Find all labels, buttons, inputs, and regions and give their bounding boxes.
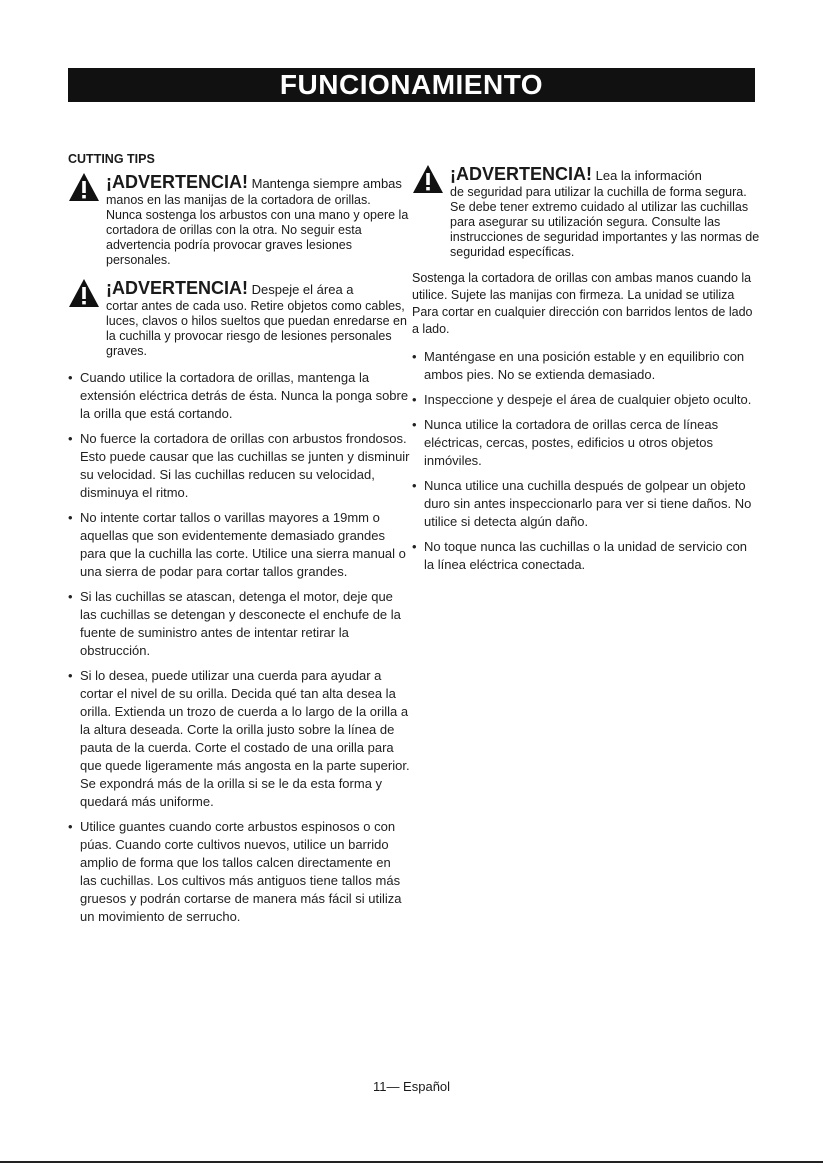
page-footer xyxy=(0,1079,823,1094)
bullet-icon: • xyxy=(412,392,417,407)
list-item-text: Cuando utilice la cortadora de orillas, mantenga la extensión eléctrica detrás de ésta. Nunca la ponga sobre la orilla que está cortando. xyxy=(80,370,409,421)
left-column xyxy=(68,150,410,933)
section-title: CUTTING TIPS xyxy=(68,152,155,166)
list-item-text: No fuerce la cortadora de orillas con arbustos frondosos. Esto puede causar que las cuchillas se junten y disminuir su velocidad. Si las cuchillas reducen su velocidad, disminuya el ritmo. xyxy=(80,431,410,500)
tips-list xyxy=(68,369,410,926)
warning-text: manos en las manijas de la cortadora de orillas. Nunca sostenga los arbustos con una mano y opere la cortadora de orillas con la otra. No seguir esta advertencia podría provocar graves lesiones personales. xyxy=(106,193,409,267)
bullet-icon: • xyxy=(68,510,73,525)
warning-lead: Mantenga siempre ambas xyxy=(248,176,402,191)
warning-block-blade-safety xyxy=(412,164,760,260)
bullet-icon: • xyxy=(412,417,417,432)
list-item xyxy=(68,509,410,581)
list-item xyxy=(412,391,760,409)
tips-list xyxy=(412,348,760,574)
list-item-text: Nunca utilice la cortadora de orillas cerca de líneas eléctricas, cercas, postes, edificios u otros objetos inmóviles. xyxy=(424,417,719,468)
bullet-icon: • xyxy=(68,668,73,683)
list-item-text: No intente cortar tallos o varillas mayores a 19mm o aquellas que son evidentemente demasiado grandes para que la cuchilla las corte. Utilice una sierra manual o una sierra de podar para cortar tallos grandes. xyxy=(80,510,406,579)
bullet-icon: • xyxy=(68,819,73,834)
warning-lead: Lea la información xyxy=(592,168,702,183)
list-item xyxy=(68,588,410,660)
list-item xyxy=(68,430,410,502)
warning-block-hands xyxy=(68,172,410,268)
warning-heading: ¡ADVERTENCIA! xyxy=(106,278,248,298)
warning-block-clear-area xyxy=(68,278,410,359)
list-item xyxy=(412,416,760,470)
list-item-text: Nunca utilice una cuchilla después de golpear un objeto duro sin antes inspeccionarlo para ver si tiene daños. No utilice si detecta algún daño. xyxy=(424,478,752,529)
bullet-icon: • xyxy=(412,539,417,554)
page-number: 11— Español xyxy=(372,1079,451,1094)
warning-triangle-icon xyxy=(412,164,444,194)
warning-triangle-icon xyxy=(68,172,100,202)
bullet-icon: • xyxy=(68,370,73,385)
warning-lead: Despeje el área a xyxy=(248,282,354,297)
page-title: FUNCIONAMIENTO xyxy=(279,69,544,100)
bullet-icon: • xyxy=(412,478,417,493)
warning-heading: ¡ADVERTENCIA! xyxy=(106,172,248,192)
warning-triangle-icon xyxy=(68,278,100,308)
list-item xyxy=(412,348,760,384)
list-item-text: Utilice guantes cuando corte arbustos espinosos o con púas. Cuando corte cultivos nuevos, utilice un barrido amplio de forma que los tallos calcen directamente en las cuchillas. Los cultivos más antiguos tiene tallos más gruesos y podrán cortarse de manera más fácil si utiliza un movimiento de serrucho. xyxy=(80,819,402,924)
warning-text: cortar antes de cada uso. Retire objetos como cables, luces, clavos o hilos sueltos que puedan enredarse en la cuchilla y provocar riesgo de lesiones personales graves. xyxy=(106,299,407,358)
list-item-text: Si las cuchillas se atascan, detenga el motor, deje que las cuchillas se detengan y desconecte el enchufe de la fuente de suministro antes de intentar retirar la obstrucción. xyxy=(80,589,401,658)
list-item-text: No toque nunca las cuchillas o la unidad de servicio con la línea eléctrica conectada. xyxy=(424,539,748,572)
bullet-icon: • xyxy=(412,349,417,364)
warning-heading: ¡ADVERTENCIA! xyxy=(450,164,592,184)
warning-text: de seguridad para utilizar la cuchilla de forma segura. Se debe tener extremo cuidado al utilizar las cuchillas para asegurar su utilización segura. Consulte las instrucciones de seguridad importantes y las normas de seguridad específicas. xyxy=(450,185,760,259)
bullet-icon: • xyxy=(68,431,73,446)
intro-paragraph: Sostenga la cortadora de orillas con ambas manos cuando la utilice. Sujete las manijas con firmeza. La unidad se utiliza Para cortar en cualquier dirección con barridos lentos de lado a lado. xyxy=(412,271,753,336)
list-item-text: Si lo desea, puede utilizar una cuerda para ayudar a cortar el nivel de su orilla. Decida qué tan alta desea la orilla. Extienda un trozo de cuerda a lo largo de la orilla a la altura deseada. Corte la orilla justo sobre la línea de pauta de la cuerda. Corte el costado de una orilla para que quede ligeramente más angosta en la parte superior. Se expondrá más de la orilla si se le da esta forma y quedará más uniforme. xyxy=(80,668,410,809)
right-column xyxy=(412,164,760,581)
list-item-text: Inspeccione y despeje el área de cualquier objeto oculto. xyxy=(424,392,752,407)
list-item xyxy=(412,538,760,574)
list-item xyxy=(68,818,410,926)
section-banner xyxy=(68,68,755,102)
list-item xyxy=(68,369,410,423)
bullet-icon: • xyxy=(68,589,73,604)
list-item xyxy=(68,667,410,811)
list-item xyxy=(412,477,760,531)
list-item-text: Manténgase en una posición estable y en equilibrio con ambos pies. No se extienda demasiado. xyxy=(424,349,745,382)
